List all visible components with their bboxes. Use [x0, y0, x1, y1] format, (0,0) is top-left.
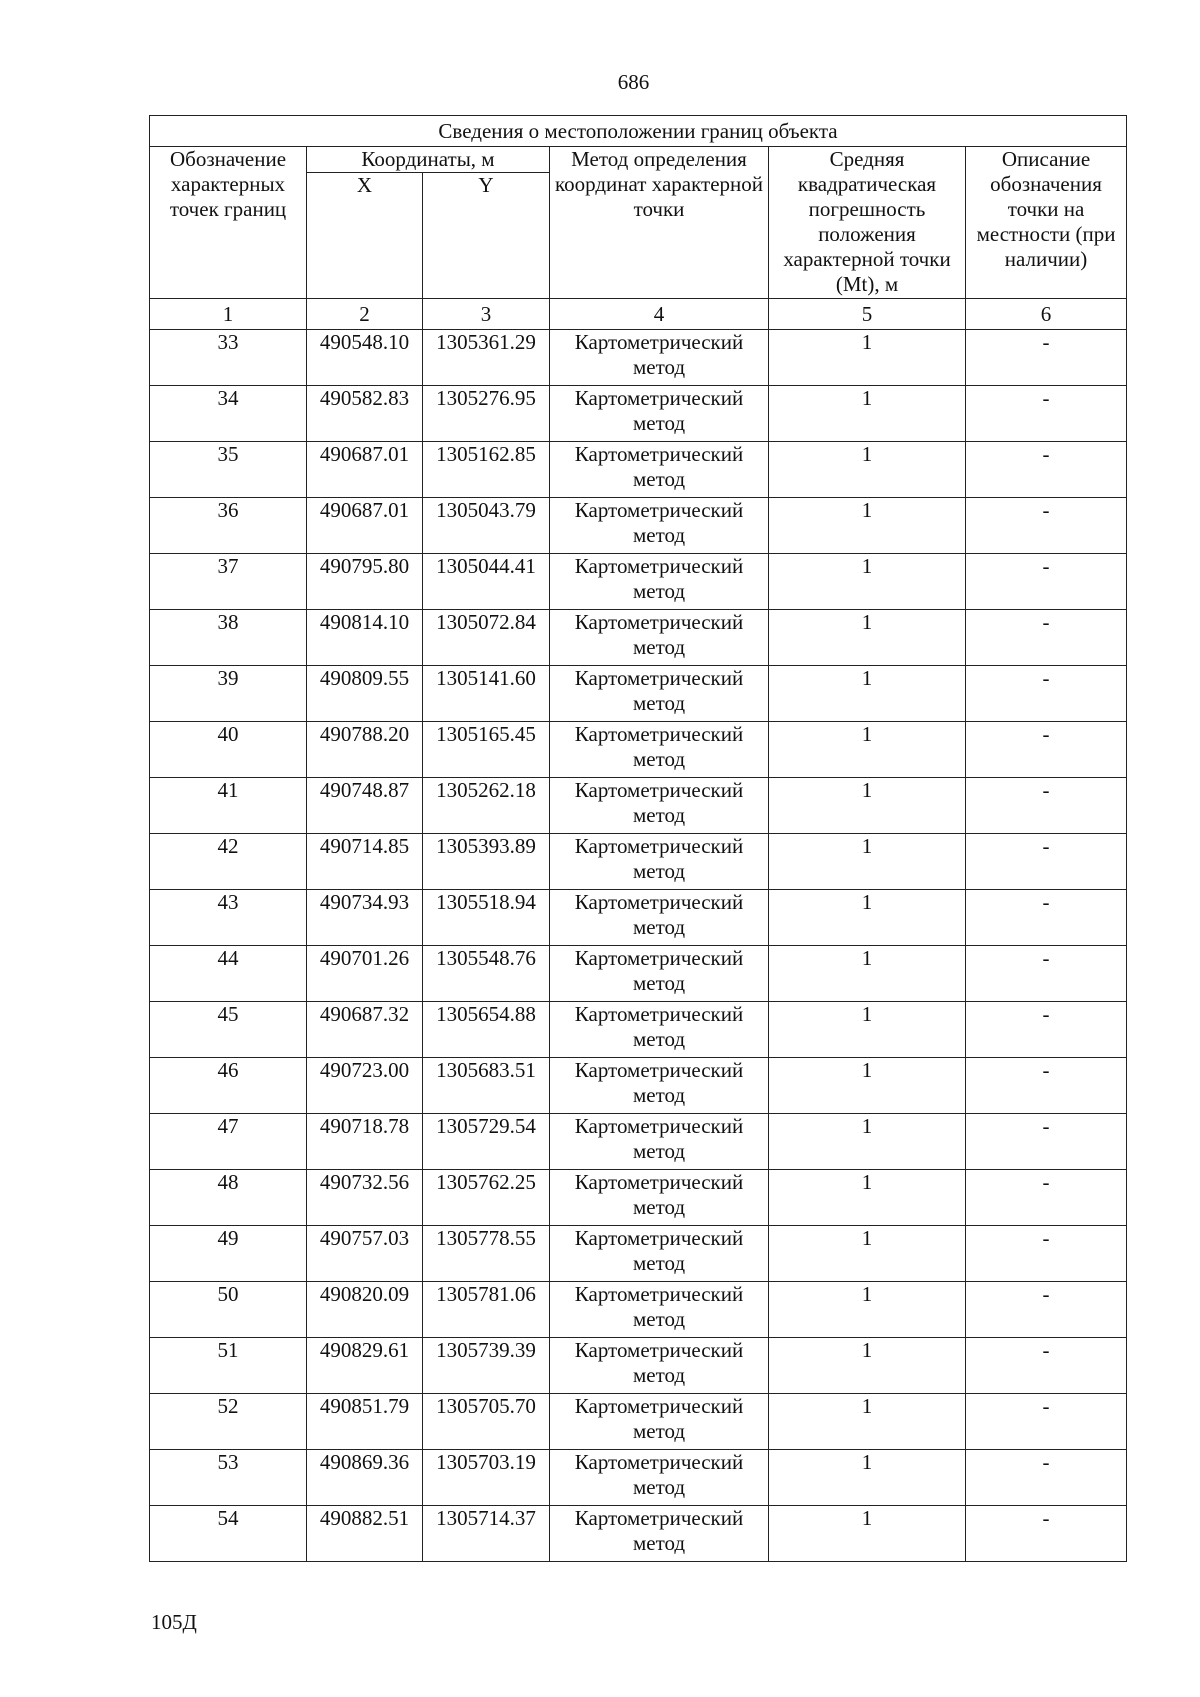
- y-coordinate-cell: 1305393.89: [423, 834, 550, 890]
- table-row: [150, 1506, 1127, 1562]
- x-coordinate-cell: 490718.78: [307, 1114, 423, 1170]
- point-id-cell: 42: [150, 834, 307, 890]
- point-id-cell: 36: [150, 498, 307, 554]
- method-cell: Картометрический метод: [550, 386, 769, 442]
- mean-error-cell: 1: [769, 498, 966, 554]
- point-id-cell: 41: [150, 778, 307, 834]
- boundary-coordinates-table: [149, 115, 1127, 1562]
- description-cell: -: [966, 1450, 1127, 1506]
- method-cell: Картометрический метод: [550, 498, 769, 554]
- table-row: [150, 1282, 1127, 1338]
- mean-error-cell: 1: [769, 442, 966, 498]
- description-cell: -: [966, 834, 1127, 890]
- point-id-cell: 39: [150, 666, 307, 722]
- table-row: [150, 666, 1127, 722]
- description-cell: -: [966, 890, 1127, 946]
- mean-error-cell: 1: [769, 1450, 966, 1506]
- column-number: 3: [423, 299, 550, 330]
- description-cell: -: [966, 1506, 1127, 1562]
- x-coordinate-cell: 490701.26: [307, 946, 423, 1002]
- point-id-cell: 51: [150, 1338, 307, 1394]
- y-coordinate-cell: 1305739.39: [423, 1338, 550, 1394]
- method-cell: Картометрический метод: [550, 1002, 769, 1058]
- mean-error-cell: 1: [769, 890, 966, 946]
- mean-error-cell: 1: [769, 1002, 966, 1058]
- description-cell: -: [966, 498, 1127, 554]
- table-row: [150, 722, 1127, 778]
- x-coordinate-cell: 490582.83: [307, 386, 423, 442]
- header-method: Метод определения координат характерной точки: [550, 147, 769, 299]
- mean-error-cell: 1: [769, 666, 966, 722]
- y-coordinate-cell: 1305654.88: [423, 1002, 550, 1058]
- point-id-cell: 34: [150, 386, 307, 442]
- y-coordinate-cell: 1305276.95: [423, 386, 550, 442]
- x-coordinate-cell: 490882.51: [307, 1506, 423, 1562]
- column-number: 4: [550, 299, 769, 330]
- mean-error-cell: 1: [769, 610, 966, 666]
- x-coordinate-cell: 490788.20: [307, 722, 423, 778]
- x-coordinate-cell: 490714.85: [307, 834, 423, 890]
- point-id-cell: 45: [150, 1002, 307, 1058]
- point-id-cell: 52: [150, 1394, 307, 1450]
- x-coordinate-cell: 490734.93: [307, 890, 423, 946]
- x-coordinate-cell: 490820.09: [307, 1282, 423, 1338]
- x-coordinate-cell: 490869.36: [307, 1450, 423, 1506]
- point-id-cell: 38: [150, 610, 307, 666]
- mean-error-cell: 1: [769, 778, 966, 834]
- table-row: [150, 442, 1127, 498]
- y-coordinate-cell: 1305683.51: [423, 1058, 550, 1114]
- table-row: [150, 498, 1127, 554]
- y-coordinate-cell: 1305043.79: [423, 498, 550, 554]
- y-coordinate-cell: 1305518.94: [423, 890, 550, 946]
- description-cell: -: [966, 610, 1127, 666]
- description-cell: -: [966, 1114, 1127, 1170]
- description-cell: -: [966, 722, 1127, 778]
- mean-error-cell: 1: [769, 386, 966, 442]
- table-row: [150, 1226, 1127, 1282]
- table-row: [150, 1450, 1127, 1506]
- table-row: [150, 330, 1127, 386]
- point-id-cell: 40: [150, 722, 307, 778]
- method-cell: Картометрический метод: [550, 1226, 769, 1282]
- mean-error-cell: 1: [769, 1338, 966, 1394]
- y-coordinate-cell: 1305705.70: [423, 1394, 550, 1450]
- point-id-cell: 46: [150, 1058, 307, 1114]
- description-cell: -: [966, 554, 1127, 610]
- header-y: Y: [423, 173, 550, 299]
- method-cell: Картометрический метод: [550, 1170, 769, 1226]
- table-row: [150, 890, 1127, 946]
- method-cell: Картометрический метод: [550, 1394, 769, 1450]
- method-cell: Картометрический метод: [550, 778, 769, 834]
- x-coordinate-cell: 490795.80: [307, 554, 423, 610]
- method-cell: Картометрический метод: [550, 666, 769, 722]
- page-number: 686: [617, 70, 650, 94]
- mean-error-cell: 1: [769, 1282, 966, 1338]
- y-coordinate-cell: 1305162.85: [423, 442, 550, 498]
- y-coordinate-cell: 1305141.60: [423, 666, 550, 722]
- table-row: [150, 1058, 1127, 1114]
- table-row: [150, 946, 1127, 1002]
- mean-error-cell: 1: [769, 834, 966, 890]
- header-mean-error: Средняя квадратическая погрешность положения характерной точки (Mt), м: [769, 147, 966, 299]
- mean-error-cell: 1: [769, 722, 966, 778]
- y-coordinate-cell: 1305548.76: [423, 946, 550, 1002]
- header-point-designation: Обозначение характерных точек границ: [150, 147, 307, 299]
- description-cell: -: [966, 1002, 1127, 1058]
- column-number: 6: [966, 299, 1127, 330]
- y-coordinate-cell: 1305072.84: [423, 610, 550, 666]
- mean-error-cell: 1: [769, 1226, 966, 1282]
- y-coordinate-cell: 1305714.37: [423, 1506, 550, 1562]
- description-cell: -: [966, 1058, 1127, 1114]
- y-coordinate-cell: 1305361.29: [423, 330, 550, 386]
- description-cell: -: [966, 778, 1127, 834]
- mean-error-cell: 1: [769, 1114, 966, 1170]
- point-id-cell: 53: [150, 1450, 307, 1506]
- x-coordinate-cell: 490757.03: [307, 1226, 423, 1282]
- description-cell: -: [966, 1226, 1127, 1282]
- table-row: [150, 834, 1127, 890]
- y-coordinate-cell: 1305262.18: [423, 778, 550, 834]
- x-coordinate-cell: 490748.87: [307, 778, 423, 834]
- column-number: 2: [307, 299, 423, 330]
- table-row: [150, 386, 1127, 442]
- method-cell: Картометрический метод: [550, 1450, 769, 1506]
- description-cell: -: [966, 1282, 1127, 1338]
- header-description: Описание обозначения точки на местности (при наличии): [966, 147, 1127, 299]
- description-cell: -: [966, 946, 1127, 1002]
- column-number: 5: [769, 299, 966, 330]
- table-caption: Сведения о местоположении границ объекта: [150, 116, 1127, 147]
- method-cell: Картометрический метод: [550, 330, 769, 386]
- y-coordinate-cell: 1305778.55: [423, 1226, 550, 1282]
- point-id-cell: 43: [150, 890, 307, 946]
- point-id-cell: 33: [150, 330, 307, 386]
- mean-error-cell: 1: [769, 1058, 966, 1114]
- point-id-cell: 54: [150, 1506, 307, 1562]
- x-coordinate-cell: 490723.00: [307, 1058, 423, 1114]
- x-coordinate-cell: 490851.79: [307, 1394, 423, 1450]
- method-cell: Картометрический метод: [550, 890, 769, 946]
- table-row: [150, 1338, 1127, 1394]
- table-row: [150, 610, 1127, 666]
- description-cell: -: [966, 666, 1127, 722]
- mean-error-cell: 1: [769, 554, 966, 610]
- method-cell: Картометрический метод: [550, 1114, 769, 1170]
- x-coordinate-cell: 490732.56: [307, 1170, 423, 1226]
- method-cell: Картометрический метод: [550, 1058, 769, 1114]
- table-body: [150, 330, 1127, 1562]
- header-coordinates-group: Координаты, м: [307, 147, 550, 173]
- x-coordinate-cell: 490548.10: [307, 330, 423, 386]
- description-cell: -: [966, 1170, 1127, 1226]
- column-number: 1: [150, 299, 307, 330]
- y-coordinate-cell: 1305762.25: [423, 1170, 550, 1226]
- mean-error-cell: 1: [769, 946, 966, 1002]
- description-cell: -: [966, 442, 1127, 498]
- point-id-cell: 49: [150, 1226, 307, 1282]
- description-cell: -: [966, 1394, 1127, 1450]
- mean-error-cell: 1: [769, 1506, 966, 1562]
- description-cell: -: [966, 330, 1127, 386]
- method-cell: Картометрический метод: [550, 1338, 769, 1394]
- x-coordinate-cell: 490687.32: [307, 1002, 423, 1058]
- x-coordinate-cell: 490809.55: [307, 666, 423, 722]
- table-row: [150, 1170, 1127, 1226]
- point-id-cell: 47: [150, 1114, 307, 1170]
- table-row: [150, 1002, 1127, 1058]
- description-cell: -: [966, 386, 1127, 442]
- method-cell: Картометрический метод: [550, 946, 769, 1002]
- table-row: [150, 1114, 1127, 1170]
- method-cell: Картометрический метод: [550, 834, 769, 890]
- footer-code: 105Д: [151, 1610, 197, 1634]
- x-coordinate-cell: 490814.10: [307, 610, 423, 666]
- method-cell: Картометрический метод: [550, 722, 769, 778]
- point-id-cell: 37: [150, 554, 307, 610]
- table-row: [150, 554, 1127, 610]
- y-coordinate-cell: 1305729.54: [423, 1114, 550, 1170]
- y-coordinate-cell: 1305044.41: [423, 554, 550, 610]
- point-id-cell: 48: [150, 1170, 307, 1226]
- y-coordinate-cell: 1305781.06: [423, 1282, 550, 1338]
- method-cell: Картометрический метод: [550, 554, 769, 610]
- method-cell: Картометрический метод: [550, 1282, 769, 1338]
- y-coordinate-cell: 1305703.19: [423, 1450, 550, 1506]
- x-coordinate-cell: 490687.01: [307, 498, 423, 554]
- y-coordinate-cell: 1305165.45: [423, 722, 550, 778]
- mean-error-cell: 1: [769, 1394, 966, 1450]
- table-row: [150, 1394, 1127, 1450]
- table-row: [150, 778, 1127, 834]
- method-cell: Картометрический метод: [550, 1506, 769, 1562]
- point-id-cell: 44: [150, 946, 307, 1002]
- method-cell: Картометрический метод: [550, 442, 769, 498]
- x-coordinate-cell: 490687.01: [307, 442, 423, 498]
- method-cell: Картометрический метод: [550, 610, 769, 666]
- x-coordinate-cell: 490829.61: [307, 1338, 423, 1394]
- mean-error-cell: 1: [769, 1170, 966, 1226]
- description-cell: -: [966, 1338, 1127, 1394]
- point-id-cell: 50: [150, 1282, 307, 1338]
- header-x: X: [307, 173, 423, 299]
- mean-error-cell: 1: [769, 330, 966, 386]
- point-id-cell: 35: [150, 442, 307, 498]
